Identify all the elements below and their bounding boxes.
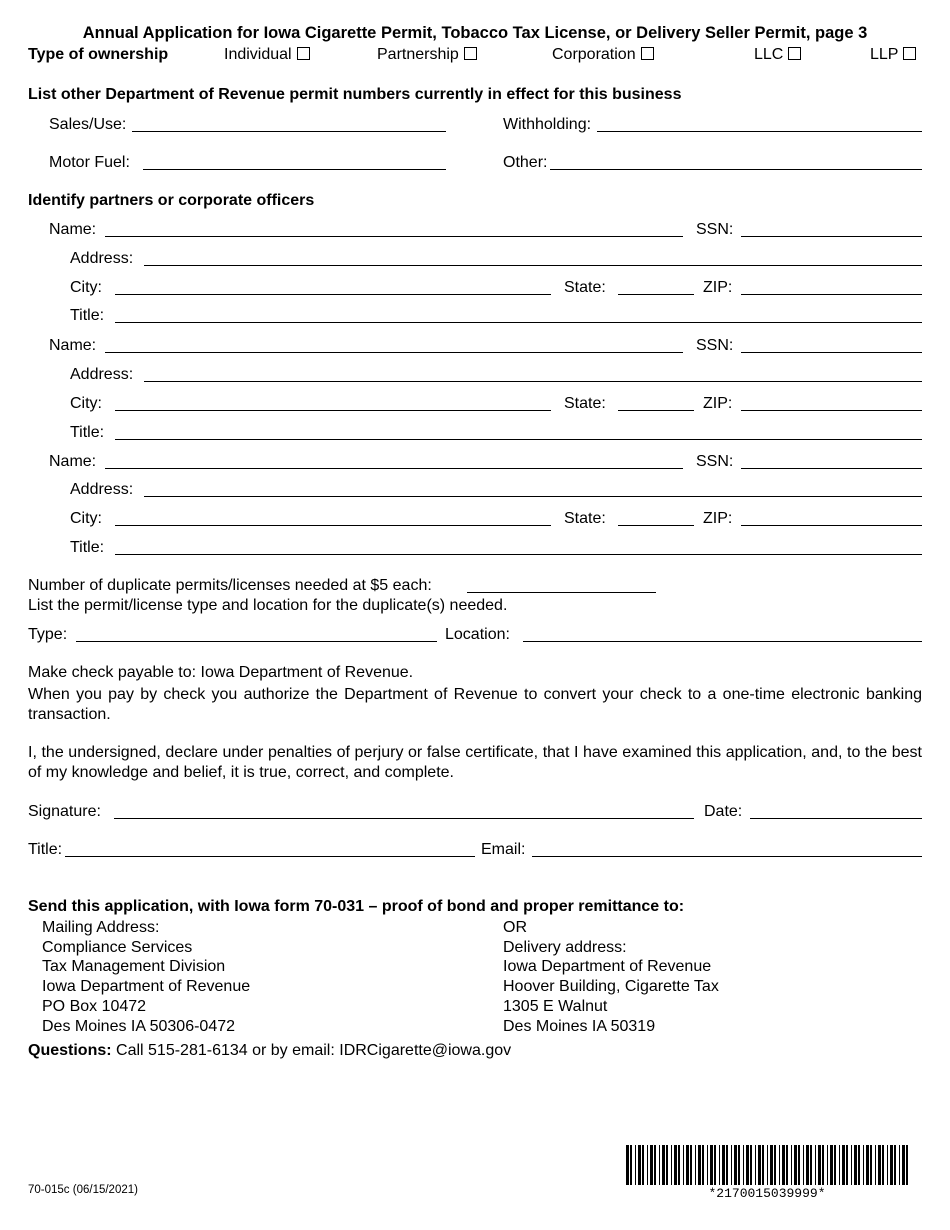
duplicates-instruction: List the permit/license type and location for the duplicate(s) needed. <box>28 597 508 614</box>
officer-title-label: Title: <box>70 424 105 441</box>
barcode-bar <box>698 1145 701 1185</box>
declaration-text: I, the undersigned, declare under penalties of perjury or false certificate, that I have examined this application, and, to the best of my knowledge and belief, it is true, correct, and complete. <box>28 744 922 781</box>
checkbox-icon[interactable] <box>788 47 801 60</box>
barcode-bar <box>666 1145 668 1185</box>
officers-heading: Identify partners or corporate officers <box>28 192 315 209</box>
signer-title-label: Title: <box>28 841 63 858</box>
questions-line <box>28 1041 511 1060</box>
motor-fuel-label: Motor Fuel: <box>49 154 130 171</box>
checkbox-icon[interactable] <box>903 47 916 60</box>
barcode-bar <box>738 1145 740 1185</box>
barcode-bar <box>647 1145 648 1185</box>
barcode-bar <box>858 1145 860 1185</box>
payment-payable: Make check payable to: Iowa Department of Revenue. <box>28 664 414 681</box>
withholding-field[interactable] <box>597 131 922 132</box>
barcode-bar <box>674 1145 677 1185</box>
address-line: Iowa Department of Revenue <box>42 978 251 996</box>
barcode-bar <box>695 1145 696 1185</box>
officer-ssn-label: SSN: <box>696 221 734 238</box>
barcode-bar <box>686 1145 689 1185</box>
barcode-bar <box>791 1145 792 1185</box>
checkbox-icon[interactable] <box>464 47 477 60</box>
other-permit-field[interactable] <box>550 169 922 170</box>
address-line: Iowa Department of Revenue <box>503 958 712 976</box>
barcode-bar <box>774 1145 776 1185</box>
barcode-bar <box>866 1145 869 1185</box>
officer-name-field[interactable] <box>105 236 683 237</box>
duplicate-location-label: Location: <box>445 626 510 643</box>
barcode <box>626 1145 908 1185</box>
address-line: Delivery address: <box>503 938 627 956</box>
officer-title-field[interactable] <box>115 322 922 323</box>
barcode-bar <box>678 1145 680 1185</box>
officer-ssn-label: SSN: <box>696 453 734 470</box>
barcode-bar <box>779 1145 780 1185</box>
officer-name-label: Name: <box>49 453 97 470</box>
officer-address-label: Address: <box>70 366 134 383</box>
officer-state-label: State: <box>564 510 606 527</box>
email-field[interactable] <box>532 856 922 857</box>
mailing-address-block <box>42 918 250 1036</box>
ownership-label: Type of ownership <box>28 46 169 63</box>
date-label: Date: <box>704 803 743 820</box>
motor-fuel-field[interactable] <box>143 169 446 170</box>
barcode-bar <box>887 1145 888 1185</box>
officer-city-label: City: <box>70 510 102 527</box>
address-line: 1305 E Walnut <box>503 997 608 1015</box>
delivery-address-block <box>503 918 719 1036</box>
barcode-bar <box>870 1145 872 1185</box>
withholding-label: Withholding: <box>503 116 592 133</box>
address-line: Des Moines IA 50319 <box>503 1017 656 1035</box>
barcode-bar <box>734 1145 737 1185</box>
barcode-bar <box>642 1145 644 1185</box>
duplicate-location-field[interactable] <box>523 641 922 642</box>
address-line: Tax Management Division <box>42 958 226 976</box>
ownership-corporation[interactable]: Corporation <box>552 45 654 64</box>
barcode-bar <box>767 1145 768 1185</box>
barcode-bar <box>626 1145 629 1185</box>
officer-ssn-field[interactable] <box>741 236 922 237</box>
officer-name-field[interactable] <box>105 468 683 469</box>
officer-zip-field[interactable] <box>741 294 922 295</box>
officer-title-field[interactable] <box>115 554 922 555</box>
officer-address-label: Address: <box>70 250 134 267</box>
other-permit-label: Other: <box>503 154 548 171</box>
barcode-bar <box>654 1145 656 1185</box>
officer-title-label: Title: <box>70 307 105 324</box>
officer-state-field[interactable] <box>618 410 694 411</box>
officer-city-label: City: <box>70 279 102 296</box>
permits-heading: List other Department of Revenue permit numbers currently in effect for this business <box>28 86 682 103</box>
barcode-bar <box>782 1145 785 1185</box>
barcode-bar <box>794 1145 797 1185</box>
officer-state-label: State: <box>564 395 606 412</box>
barcode-bar <box>806 1145 809 1185</box>
barcode-bar <box>786 1145 788 1185</box>
barcode-bar <box>834 1145 836 1185</box>
barcode-bar <box>846 1145 848 1185</box>
barcode-bar <box>755 1145 756 1185</box>
barcode-bar <box>726 1145 728 1185</box>
barcode-bar <box>690 1145 692 1185</box>
date-field[interactable] <box>750 818 922 819</box>
officer-state-field[interactable] <box>618 525 694 526</box>
barcode-bar <box>746 1145 749 1185</box>
duplicates-count-field[interactable] <box>467 592 656 593</box>
barcode-bar <box>815 1145 816 1185</box>
payment-authorization: When you pay by check you authorize the Department of Revenue to convert your check to a one-time electronic banking transaction. <box>28 686 922 723</box>
officer-state-field[interactable] <box>618 294 694 295</box>
barcode-bar <box>770 1145 773 1185</box>
barcode-bar <box>875 1145 876 1185</box>
signature-field[interactable] <box>114 818 694 819</box>
barcode-bar <box>762 1145 764 1185</box>
email-label: Email: <box>481 841 526 858</box>
barcode-bar <box>803 1145 804 1185</box>
barcode-bar <box>890 1145 893 1185</box>
barcode-bar <box>842 1145 845 1185</box>
barcode-bar <box>722 1145 725 1185</box>
barcode-bar <box>638 1145 641 1185</box>
sales-use-label: Sales/Use: <box>49 116 127 133</box>
barcode-bar <box>878 1145 881 1185</box>
officer-city-field[interactable] <box>115 294 551 295</box>
barcode-bar <box>863 1145 864 1185</box>
officer-name-field[interactable] <box>105 352 683 353</box>
form-title: Annual Application for Iowa Cigarette Permit, Tobacco Tax License, or Delivery Seller Permit, page 3 <box>82 24 868 42</box>
barcode-bar <box>906 1145 908 1185</box>
barcode-bar <box>839 1145 840 1185</box>
officer-city-field[interactable] <box>115 525 551 526</box>
send-heading: Send this application, with Iowa form 70-031 – proof of bond and proper remittance to: <box>28 898 685 915</box>
officer-address-label: Address: <box>70 481 134 498</box>
barcode-bar <box>882 1145 884 1185</box>
address-line: OR <box>503 919 527 936</box>
barcode-text: *2170015039999* <box>708 1186 826 1201</box>
barcode-bar <box>822 1145 824 1185</box>
officer-zip-field[interactable] <box>741 410 922 411</box>
officer-ssn-label: SSN: <box>696 337 734 354</box>
barcode-bar <box>758 1145 761 1185</box>
sales-use-field[interactable] <box>132 131 446 132</box>
barcode-bar <box>798 1145 800 1185</box>
address-line: PO Box 10472 <box>42 997 147 1015</box>
address-line: Hoover Building, Cigarette Tax <box>503 978 719 996</box>
barcode-bar <box>902 1145 905 1185</box>
barcode-bar <box>702 1145 704 1185</box>
barcode-bar <box>854 1145 857 1185</box>
officer-name-label: Name: <box>49 337 97 354</box>
barcode-bar <box>719 1145 720 1185</box>
officer-ssn-field[interactable] <box>741 352 922 353</box>
ownership-llp[interactable]: LLP <box>870 45 916 64</box>
barcode-bar <box>659 1145 660 1185</box>
signer-title-field[interactable] <box>65 856 475 857</box>
officer-zip-label: ZIP: <box>703 279 733 296</box>
questions-label: Questions: <box>28 1042 112 1059</box>
checkbox-icon[interactable] <box>641 47 654 60</box>
barcode-bar <box>827 1145 828 1185</box>
barcode-bar <box>894 1145 896 1185</box>
address-line: Compliance Services <box>42 938 193 956</box>
barcode-bar <box>830 1145 833 1185</box>
checkbox-icon[interactable] <box>297 47 310 60</box>
barcode-bar <box>707 1145 708 1185</box>
address-line: Mailing Address: <box>42 919 160 936</box>
questions-text: Call 515-281-6134 or by email: IDRCigarette@iowa.gov <box>116 1042 512 1059</box>
ownership-llc[interactable]: LLC <box>754 45 801 64</box>
barcode-bar <box>743 1145 744 1185</box>
officer-name-label: Name: <box>49 221 97 238</box>
ownership-individual[interactable]: Individual <box>224 45 310 64</box>
officer-title-label: Title: <box>70 539 105 556</box>
barcode-bar <box>810 1145 812 1185</box>
duplicates-count-label: Number of duplicate permits/licenses needed at $5 each: <box>28 577 432 594</box>
barcode-bar <box>671 1145 672 1185</box>
ownership-partnership[interactable]: Partnership <box>377 45 477 64</box>
form-number: 70-015c (06/15/2021) <box>28 1184 138 1196</box>
officer-address-field[interactable] <box>144 496 922 497</box>
barcode-bar <box>630 1145 632 1185</box>
barcode-bar <box>710 1145 713 1185</box>
address-line: Des Moines IA 50306-0472 <box>42 1017 236 1035</box>
officer-city-label: City: <box>70 395 102 412</box>
officer-zip-label: ZIP: <box>703 395 733 412</box>
officer-title-field[interactable] <box>115 439 922 440</box>
signature-label: Signature: <box>28 803 101 820</box>
officer-zip-field[interactable] <box>741 525 922 526</box>
officer-address-field[interactable] <box>144 381 922 382</box>
barcode-bar <box>851 1145 852 1185</box>
barcode-bar <box>714 1145 716 1185</box>
barcode-bar <box>731 1145 732 1185</box>
duplicate-type-label: Type: <box>28 626 68 643</box>
officer-state-label: State: <box>564 279 606 296</box>
officer-zip-label: ZIP: <box>703 510 733 527</box>
barcode-bar <box>683 1145 684 1185</box>
barcode-bar <box>650 1145 653 1185</box>
officer-address-field[interactable] <box>144 265 922 266</box>
barcode-bar <box>662 1145 665 1185</box>
officer-city-field[interactable] <box>115 410 551 411</box>
duplicate-type-field[interactable] <box>76 641 437 642</box>
officer-ssn-field[interactable] <box>741 468 922 469</box>
barcode-bar <box>899 1145 900 1185</box>
barcode-bar <box>750 1145 752 1185</box>
barcode-bar <box>635 1145 636 1185</box>
barcode-bar <box>818 1145 821 1185</box>
